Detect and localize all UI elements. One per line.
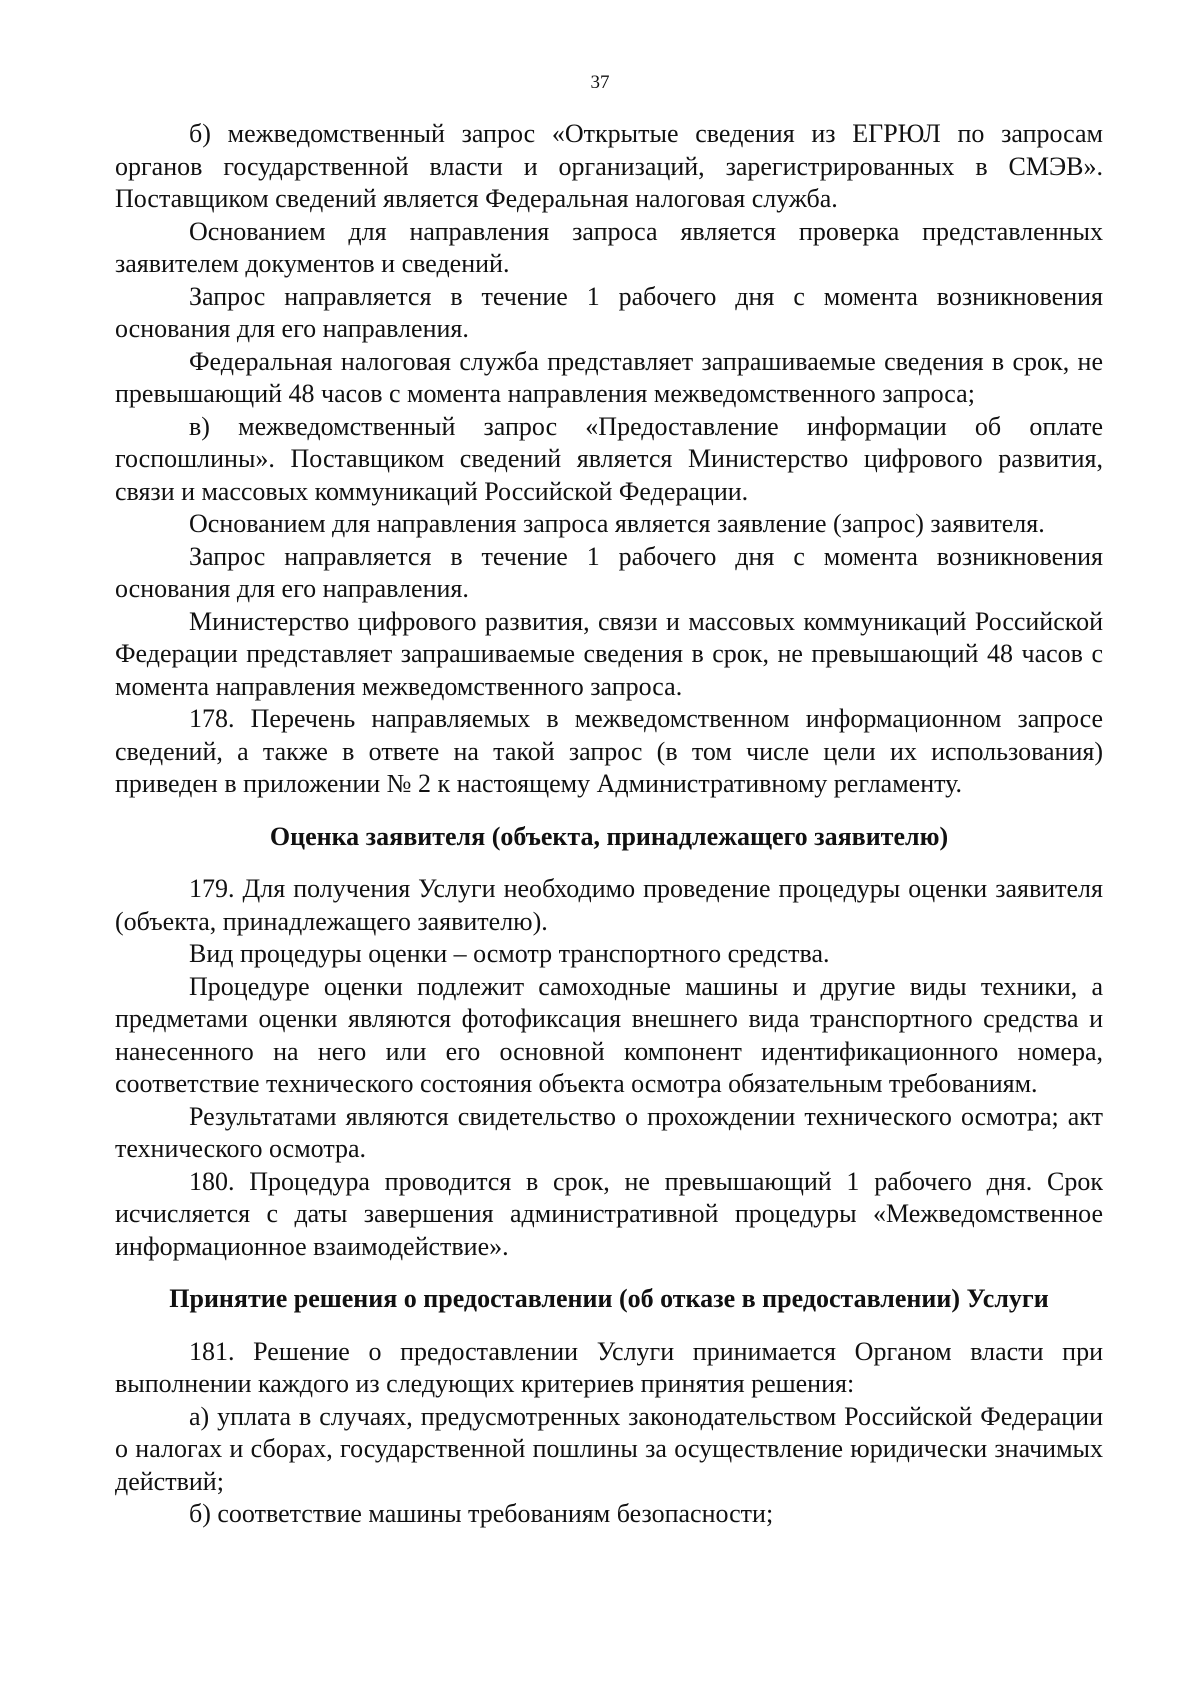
- paragraph-criterion-b: б) соответствие машины требованиям безопасности;: [189, 1499, 774, 1528]
- paragraph-request-fee: в) межведомственный запрос «Предоставление информации об оплате госпошлины». Поставщиком сведений является Министерство цифрового развития, связи и массовых коммуникаций Российской Федерации.: [115, 411, 1103, 506]
- paragraph-fns-response: Федеральная налоговая служба представляет запрашиваемые сведения в срок, не превышающий 48 часов с момента направления межведомственного запроса;: [115, 346, 1103, 408]
- section-heading-assessment: Оценка заявителя (объекта, принадлежащего заявителю): [269, 821, 949, 851]
- paragraph-179: 179. Для получения Услуги необходимо проведение процедуры оценки заявителя (объекта, принадлежащего заявителю).: [115, 874, 1103, 936]
- page-number: 37: [590, 72, 610, 93]
- paragraph-178: 178. Перечень направляемых в межведомственном информационном запросе сведений, а также в ответе на такой запрос (в том числе цели их использования) приведен в приложении № 2 к настоящему Административному регламенту.: [115, 704, 1103, 798]
- paragraph-criterion-a: а) уплата в случаях, предусмотренных законодательством Российской Федерации о налогах и сборах, государственной пошлины за осуществление юридически значимых действий;: [115, 1401, 1103, 1496]
- paragraph-180: 180. Процедура проводится в срок, не превышающий 1 рабочего дня. Срок исчисляется с даты завершения административной процедуры «Межведомственное информационное взаимодействие».: [115, 1166, 1103, 1261]
- paragraph-basis-documents: Основанием для направления запроса является проверка представленных заявителем документов и сведений.: [115, 216, 1103, 278]
- paragraph-181: 181. Решение о предоставлении Услуги принимается Органом власти при выполнении каждого из следующих критериев принятия решения:: [115, 1336, 1103, 1398]
- section-heading-decision: Принятие решения о предоставлении (об отказе в предоставлении) Услуги: [169, 1284, 1049, 1313]
- paragraph-ministry-response: Министерство цифрового развития, связи и массовых коммуникаций Российской Федерации представляет запрашиваемые сведения в срок, не превышающий 48 часов с момента направления межведомственного запроса.: [115, 606, 1103, 701]
- paragraph-request-timing: Запрос направляется в течение 1 рабочего дня с момента возникновения основания для его направления.: [115, 281, 1103, 343]
- paragraph-assessment-subject: Процедуре оценки подлежит самоходные машины и другие виды техники, а предметами оценки являются фотофиксация внешнего вида транспортного средства и нанесенного на него или его основной компонент идентификационного номера, соответствие технического состояния объекта осмотра обязательным требованиям.: [115, 971, 1103, 1098]
- document-body: [115, 118, 1103, 1531]
- paragraph-request-egrul: б) межведомственный запрос «Открытые сведения из ЕГРЮЛ по запросам органов государственной власти и организаций, зарегистрированных в СМЭВ». Поставщиком сведений является Федеральная налоговая служба.: [115, 119, 1103, 213]
- paragraph-assessment-type: Вид процедуры оценки – осмотр транспортного средства.: [189, 939, 830, 968]
- paragraph-basis-application: Основанием для направления запроса является заявление (запрос) заявителя.: [189, 509, 1045, 538]
- paragraph-assessment-results: Результатами являются свидетельство о прохождении технического осмотра; акт технического осмотра.: [115, 1101, 1103, 1163]
- paragraph-request-timing-2: Запрос направляется в течение 1 рабочего дня с момента возникновения основания для его направления.: [115, 541, 1103, 603]
